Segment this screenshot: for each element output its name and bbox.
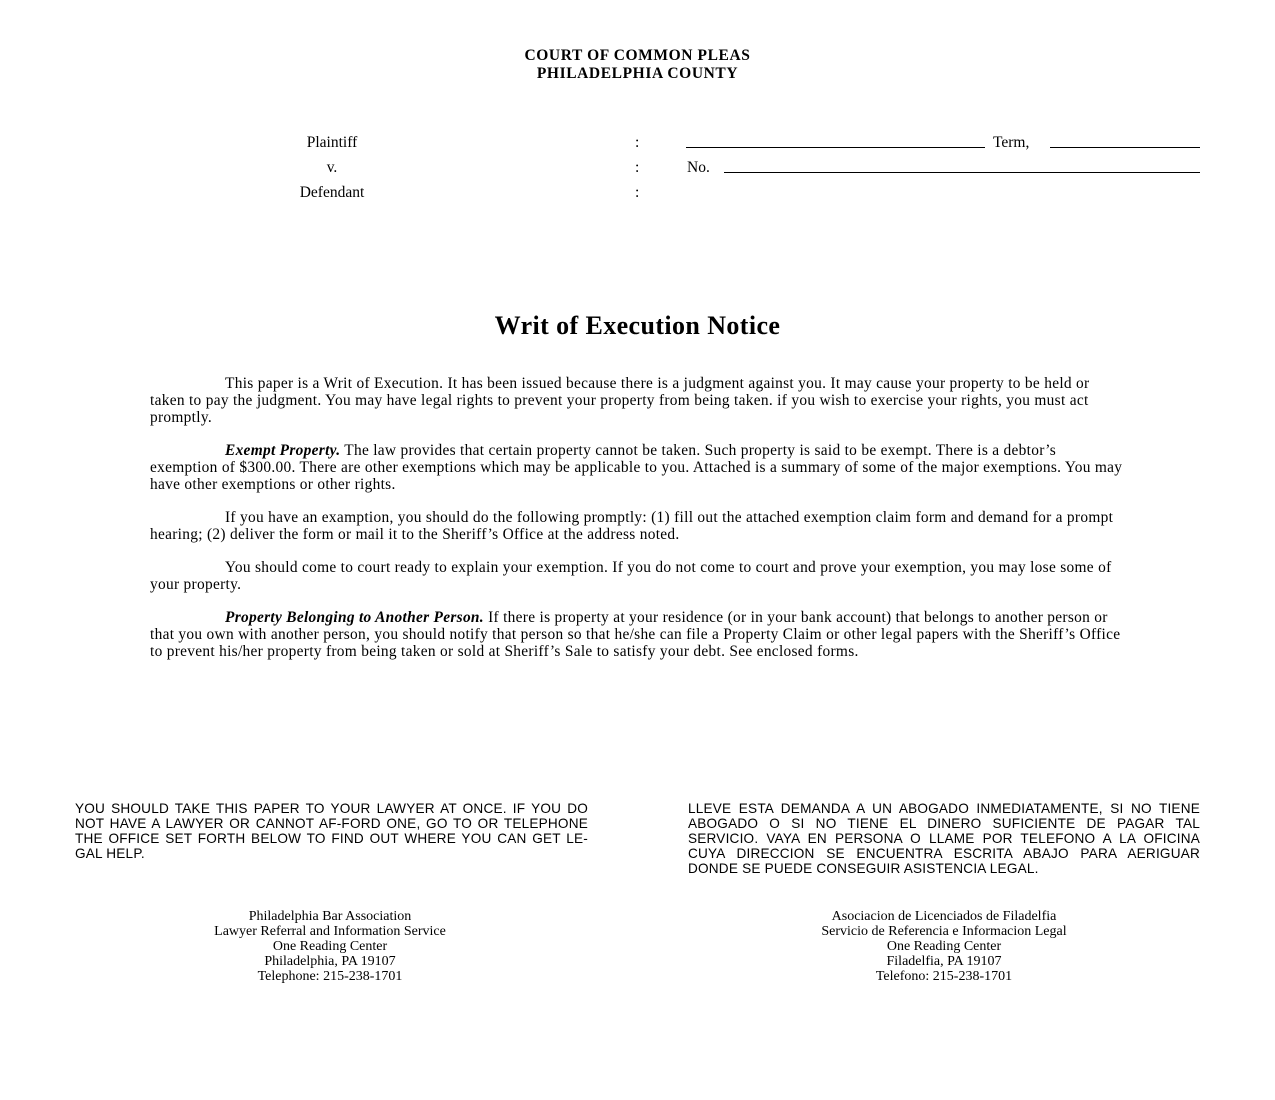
city-address-es: Filadelfia, PA 19107 [886, 954, 1002, 969]
term-blank-line[interactable] [686, 147, 985, 148]
address-spanish [754, 909, 1134, 984]
term-label: Term, [993, 134, 1030, 151]
caption-colon-1: : [635, 134, 640, 151]
plaintiff-label: Plaintiff [306, 134, 358, 151]
defendant-label: Defendant [299, 184, 365, 201]
exempt-property-text: The law provides that certain property cannot be taken. Such property is said to be exempt. There is a debtor’s exemption of $300.00. There are other exemptions which may be applicable to you. Attached is a summary of some of the major exemptions. You may have other exemptions or other rights. [150, 441, 1123, 493]
street-address: One Reading Center [272, 939, 388, 954]
address-english [140, 909, 520, 984]
referral-service-name-es: Servicio de Referencia e Informacion Legal [821, 924, 1067, 939]
bar-association-name: Philadelphia Bar Association [248, 909, 412, 924]
term-year-blank-line[interactable] [1050, 147, 1200, 148]
caption-colon-3: : [635, 184, 640, 201]
caption-colon-2: : [635, 159, 640, 176]
lawyer-notice-english: YOU SHOULD TAKE THIS PAPER TO YOUR LAWYER AT ONCE. IF YOU DO NOT HAVE A LAWYER OR CANNOT AF-FORD ONE, GO TO OR TELEPHONE THE OFFICE SET FORTH BELOW TO FIND OUT WHERE YOU CAN GET LE-GAL HELP. [75, 801, 588, 861]
document-title: Writ of Execution Notice [494, 311, 781, 340]
county-name: PHILADELPHIA COUNTY [536, 65, 739, 82]
exempt-property-heading: Exempt Property. [225, 441, 341, 459]
telephone-number: Telephone: 215-238-1701 [257, 969, 403, 984]
bar-association-name-es: Asociacion de Licenciados de Filadelfia [831, 909, 1057, 924]
paragraph-exempt-property [150, 443, 1125, 493]
notice-body [150, 376, 1125, 677]
paragraph-writ: This paper is a Writ of Execution. It has been issued because there is a judgment against you. It may cause your property to be held or taken to pay the judgment. You may have legal rights to prevent your property from being taken. if you wish to exercise your rights, you must act promptly. [150, 375, 1090, 426]
versus-label: v. [326, 159, 338, 176]
court-heading [0, 47, 1275, 83]
paragraph-another-person [150, 610, 1125, 660]
telephone-number-es: Telefono: 215-238-1701 [875, 969, 1013, 984]
street-address-es: One Reading Center [886, 939, 1002, 954]
paragraph-exemption-steps: If you have an examption, you should do the following promptly: (1) fill out the attached exemption claim form and demand for a prompt hearing; (2) deliver the form or mail it to the Sheriff’s Office at the address noted. [150, 508, 1114, 543]
referral-service-name: Lawyer Referral and Information Service [214, 924, 446, 939]
number-label: No. [687, 159, 710, 176]
another-person-heading: Property Belonging to Another Person. [225, 609, 484, 627]
paragraph-court-ready: You should come to court ready to explain your exemption. If you do not come to court and prove your exemption, you may lose some of your property. [150, 559, 1112, 593]
another-person-text: If there is property at your residence (or in your bank account) that belongs to another person or that you own with another person, you should notify that person so that he/she can file a Property Claim or other legal papers with the Sheriff’s Office to prevent his/her property from being taken or sold at Sheriff’s Sale to satisfy your debt. See enclosed forms. [150, 609, 1121, 660]
court-name: COURT OF COMMON PLEAS [524, 47, 751, 64]
number-blank-line[interactable] [724, 172, 1200, 173]
city-address: Philadelphia, PA 19107 [264, 954, 396, 969]
lawyer-notice-spanish: LLEVE ESTA DEMANDA A UN ABOGADO INMEDIATAMENTE, SI NO TIENE ABOGADO O SI NO TIENE EL DINERO SUFICIENTE DE PAGAR TAL SERVICIO. VAYA EN PERSONA O LLAME POR TELEFONO A LA OFICINA CUYA DIRECCION SE ENCUENTRA ESCRITA ABAJO PARA AERIGUAR DONDE SE PUEDE CONSEGUIR ASISTENCIA LEGAL. [688, 801, 1200, 876]
